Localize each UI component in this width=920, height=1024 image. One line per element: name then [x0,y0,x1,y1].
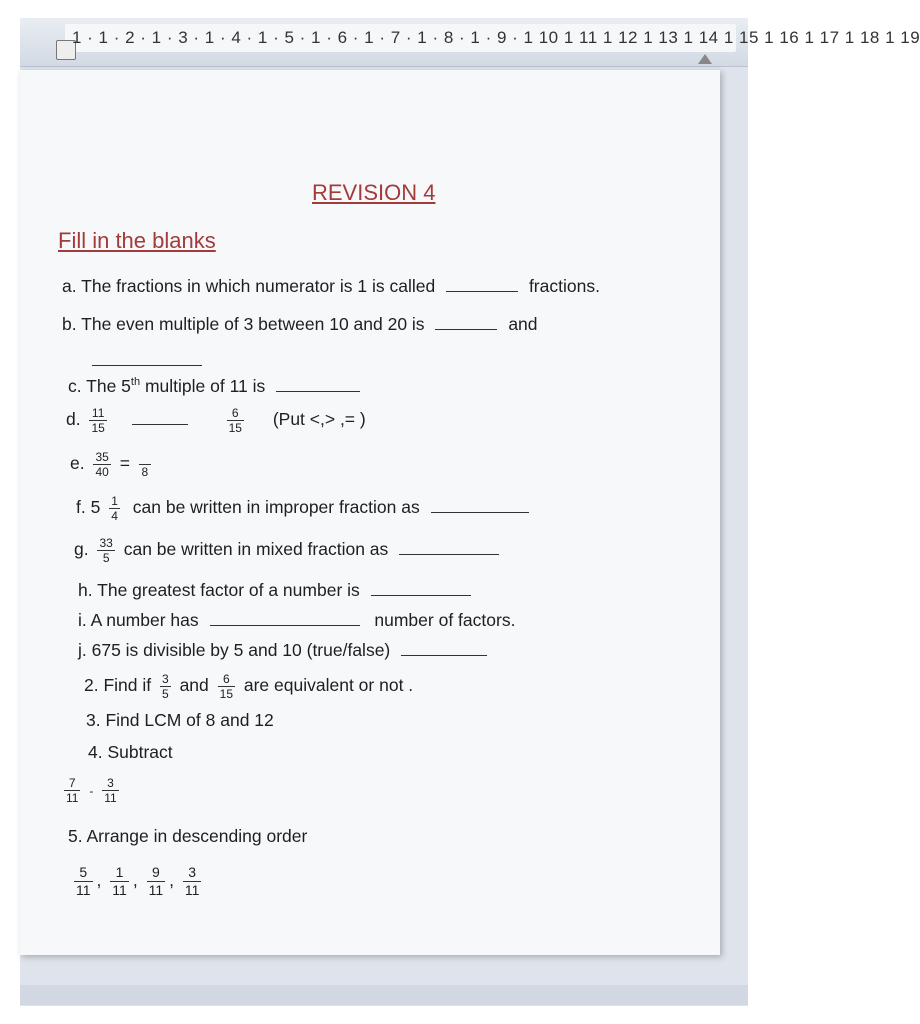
blank [446,290,518,292]
status-area [20,985,748,1005]
question-b-tail: and [508,314,538,334]
numerator: 5 [74,864,93,882]
blank [431,511,529,513]
question-f [76,494,529,523]
denominator: 11 [104,791,117,805]
fraction [97,536,114,565]
denominator: 11 [148,882,164,898]
numerator: 6 [218,672,235,687]
question-i [78,610,515,631]
comma: , [96,870,102,891]
question-j-text: j. 675 is divisible by 5 and 10 (true/false) [78,640,391,660]
fraction [110,864,129,899]
question-g-label: g. [74,539,89,560]
denominator: 5 [162,687,169,701]
fraction [109,494,120,523]
numerator: 35 [95,450,109,464]
question-h-text: h. The greatest factor of a number is [78,580,360,600]
fraction [147,864,166,899]
question-e [70,450,155,479]
denominator: 5 [102,551,110,565]
question-a-tail: fractions. [528,276,600,296]
arrange-expression [70,864,205,899]
question-a-text: a. The fractions in which numerator is 1 is called [62,276,436,296]
minus-sign: - [89,784,94,799]
superscript: th [130,376,141,389]
question-4: 4. Subtract [88,742,173,762]
right-indent-marker-icon[interactable] [698,54,712,64]
comma: , [132,870,138,891]
numerator: 9 [147,864,166,882]
question-i-tail: number of factors. [374,610,516,630]
numerator: 7 [64,776,80,791]
question-f-text: can be written in improper fraction as [132,497,420,518]
fraction [160,672,171,701]
fraction [227,406,244,435]
fraction [183,864,202,899]
question-i-text: i. A number has [78,610,199,630]
question-2-and: and [179,675,209,696]
question-5: 5. Arrange in descending order [68,826,308,846]
screen-bottom [0,1006,768,1024]
equals-sign: = [119,453,130,474]
subtraction-expression [60,776,123,805]
question-c [68,376,360,397]
numerator: 6 [227,406,244,421]
fraction [74,864,93,899]
numerator: 33 [99,536,113,550]
ruler-numbers: 1 · 1 · 2 · 1 · 3 · 1 · 4 · 1 · 5 · 1 · 6 · 1 · 7 · 1 · 8 · 1 · 9 · 1 10 1 11 1 12 1 13 1 14 1 15 1 16 1 17 1 18 1 19 [72,28,920,47]
blank [399,553,499,555]
blank [435,328,497,330]
blank [371,594,471,596]
page-title: REVISION 4 [312,180,436,205]
question-a [62,276,600,297]
question-2-tail: are equivalent or not . [243,675,414,696]
question-e-label: e. [70,453,85,474]
question-j [78,640,487,661]
denominator: 11 [184,882,200,898]
question-c-text: c. The 5 [68,376,131,396]
numerator: 1 [110,864,129,882]
denominator: 40 [95,465,109,479]
fraction [89,406,106,435]
fraction [64,776,80,805]
numerator: 3 [183,864,202,882]
fraction [218,672,235,701]
blank [276,390,360,392]
question-2-text: 2. Find if [84,675,152,696]
blank [92,364,202,366]
denominator: 11 [112,882,127,898]
fraction [139,450,151,479]
question-d-label: d. [66,409,81,430]
question-3: 3. Find LCM of 8 and 12 [86,710,274,730]
document-page[interactable] [20,70,720,955]
numerator: 3 [102,776,118,791]
denominator: 15 [228,421,242,435]
section-heading: Fill in the blanks [58,228,216,253]
blank [132,423,188,425]
denominator: 15 [91,421,105,435]
denominator: 11 [66,791,79,805]
comma: , [169,870,175,891]
question-c-text-end: multiple of 11 is [140,376,266,396]
numerator [139,450,151,465]
question-h [78,580,471,601]
numerator: 3 [162,672,169,686]
question-d-instruction: (Put <,> ,= ) [272,409,366,430]
denominator: 8 [141,465,149,479]
question-d [66,406,366,435]
blank [401,654,487,656]
question-f-label: f. 5 [76,497,101,518]
numerator: 11 [89,406,106,421]
denominator: 4 [111,509,118,523]
fraction [102,776,118,805]
question-2 [84,672,413,701]
horizontal-ruler[interactable] [20,18,920,67]
denominator: 11 [76,882,91,898]
question-g-text: can be written in mixed fraction as [123,539,389,560]
blank [210,624,360,626]
denominator: 15 [219,687,233,701]
question-b [62,314,538,335]
question-b-text: b. The even multiple of 3 between 10 and 20 is [62,314,425,334]
question-b-continuation [92,350,202,371]
numerator: 1 [111,494,118,508]
question-g [74,536,499,565]
fraction [93,450,110,479]
